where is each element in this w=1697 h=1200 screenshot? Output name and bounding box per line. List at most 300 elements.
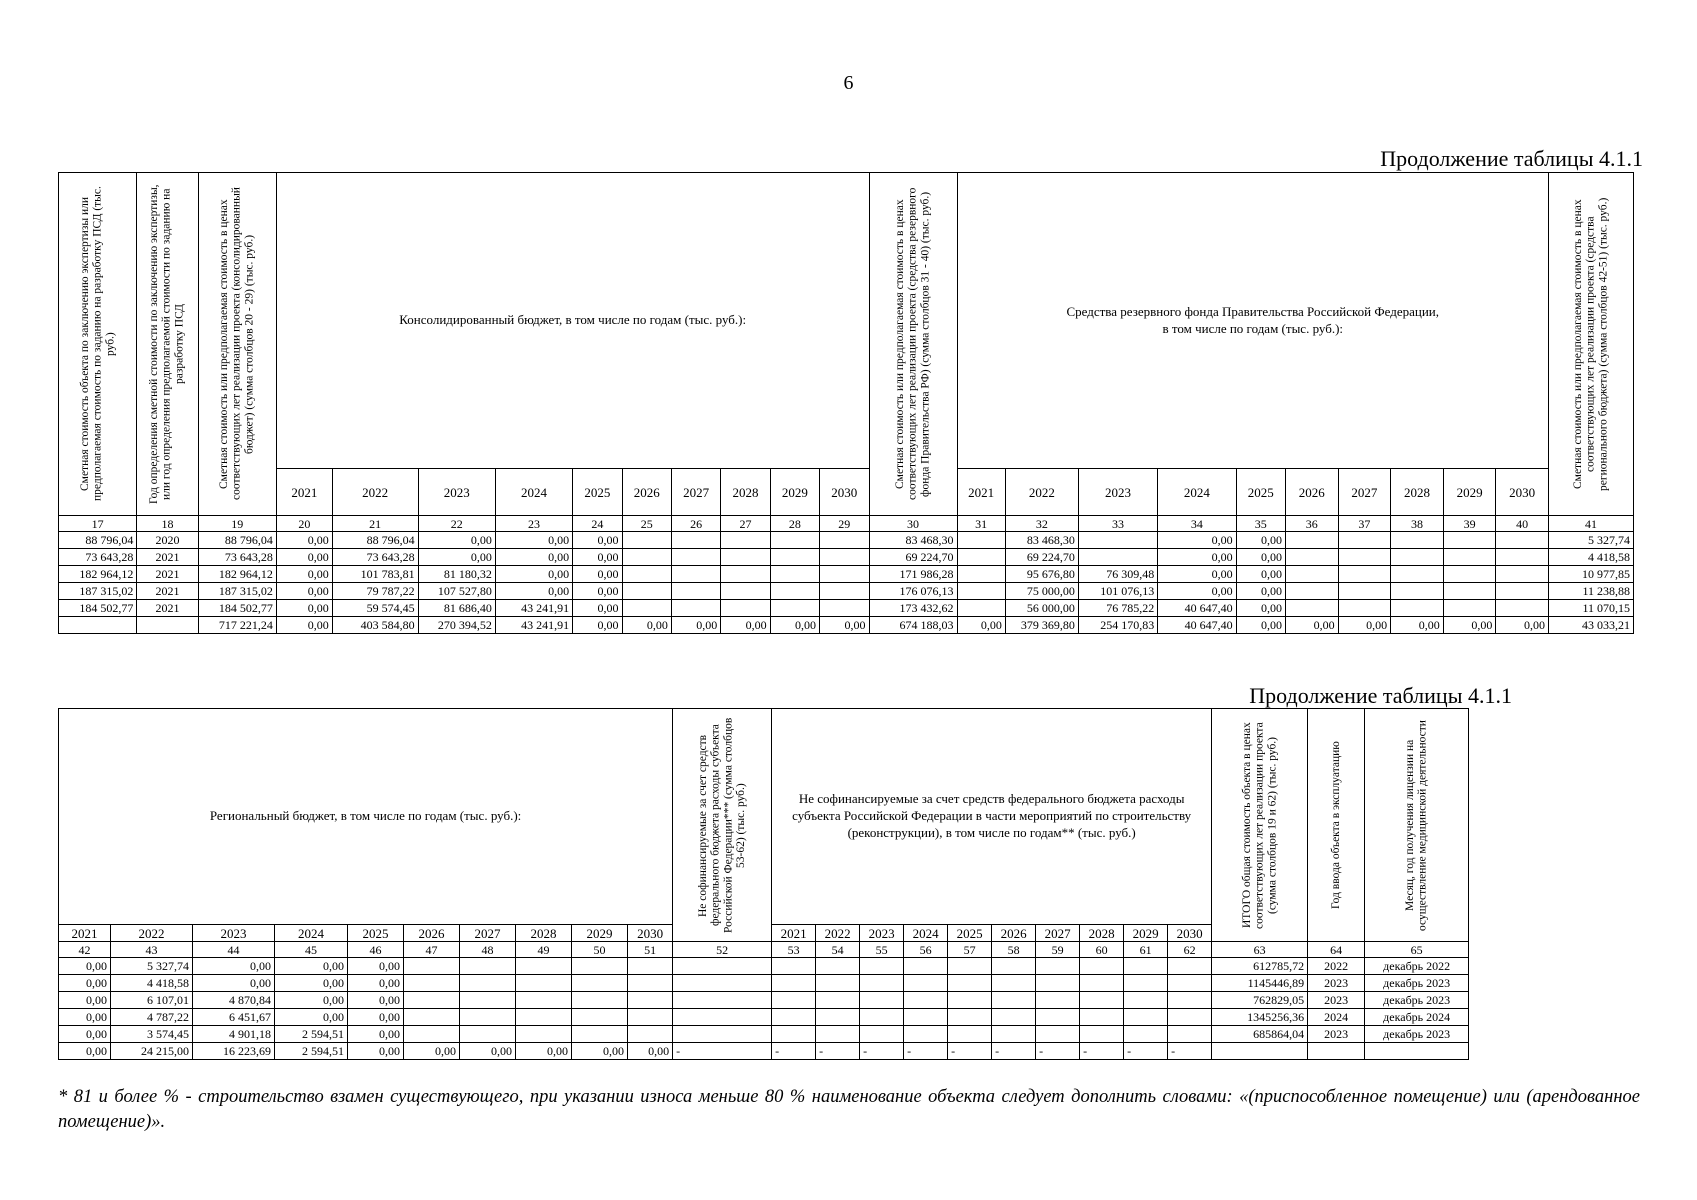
- year-cell: 2027: [1338, 469, 1391, 516]
- table-cell: [816, 1009, 860, 1026]
- year-cell: 2025: [348, 925, 404, 942]
- column-number-cell: 32: [1005, 516, 1078, 532]
- column-number-cell: 18: [137, 516, 198, 532]
- table-cell: [772, 1026, 816, 1043]
- page-number: 6: [843, 72, 854, 94]
- table-cell: декабрь 2023: [1365, 975, 1469, 992]
- header-col-52: Не софинансируемые за счет средств федерального бюджета расходы субъекта Российской Федерации*** (сумма столбцов 53-62) (тыс. руб.): [673, 709, 772, 942]
- column-number-cell: 51: [628, 942, 673, 958]
- column-number-cell: 63: [1212, 942, 1308, 958]
- table-cell: [1168, 992, 1212, 1009]
- column-number-cell: 19: [198, 516, 276, 532]
- table-cell: 0,00: [770, 617, 819, 634]
- table-cell: 0,00: [573, 617, 622, 634]
- table-cell: [572, 992, 628, 1009]
- table-cell: [992, 958, 1036, 975]
- table-cell: [957, 583, 1005, 600]
- table-cell: [904, 1026, 948, 1043]
- year-cell: 2028: [516, 925, 572, 942]
- year-cell: 2024: [904, 925, 948, 942]
- table-cell: -: [904, 1043, 948, 1060]
- table-cell: 4 418,58: [1548, 549, 1633, 566]
- table-cell: [1078, 532, 1157, 549]
- year-cell: 2029: [1443, 469, 1496, 516]
- table-row: [59, 532, 1634, 549]
- table-cell: 2020: [137, 532, 198, 549]
- year-cell: 2025: [1236, 469, 1285, 516]
- table-cell: [816, 1026, 860, 1043]
- table-cell: [460, 1026, 516, 1043]
- table-cell: 0,00: [516, 1043, 572, 1060]
- year-cell: 2026: [622, 469, 671, 516]
- table-cell: 0,00: [1236, 549, 1285, 566]
- table-cell: [1124, 1026, 1168, 1043]
- table-cell: 0,00: [573, 583, 622, 600]
- year-cell: 2021: [276, 469, 332, 516]
- table-cell: [820, 600, 869, 617]
- table-cell: 1345256,36: [1212, 1009, 1308, 1026]
- year-cell: 2030: [820, 469, 869, 516]
- table-cell: [1338, 583, 1391, 600]
- table-cell: [673, 1026, 772, 1043]
- table-cell: 4 787,22: [111, 1009, 193, 1026]
- year-cell: 2024: [275, 925, 348, 942]
- table-cell: 0,00: [1236, 600, 1285, 617]
- table-cell: [721, 583, 770, 600]
- table-cell: [1391, 566, 1444, 583]
- table-cell: 0,00: [275, 958, 348, 975]
- column-number-cell: 30: [869, 516, 957, 532]
- table-cell: 88 796,04: [198, 532, 276, 549]
- table-cell: [820, 549, 869, 566]
- table-cell: [948, 1009, 992, 1026]
- table-cell: 0,00: [348, 992, 404, 1009]
- table-cell: 73 643,28: [59, 549, 137, 566]
- table-cell: [1124, 975, 1168, 992]
- header-regional-budget: Региональный бюджет, в том числе по годам (тыс. руб.):: [59, 709, 673, 925]
- footnote: * 81 и более % - строительство взамен существующего, при указании износа меньше 80 % наименование объекта следует дополнить словами: «(приспособленное помещение) или (арендованное помещение)».: [58, 1087, 1640, 1132]
- table-cell: 6 107,01: [111, 992, 193, 1009]
- year-cell: 2029: [572, 925, 628, 942]
- column-number-cell: 42: [59, 942, 111, 958]
- table-cell: [59, 617, 137, 634]
- table-cell: [671, 532, 720, 549]
- table-row: [59, 600, 1634, 617]
- year-cell: 2029: [770, 469, 819, 516]
- table-cell: 11 070,15: [1548, 600, 1633, 617]
- table-cell: 59 574,45: [332, 600, 418, 617]
- table-cell: [772, 958, 816, 975]
- table-row: [59, 1026, 1469, 1043]
- table-cell: 0,00: [572, 1043, 628, 1060]
- table-cell: 2 594,51: [275, 1026, 348, 1043]
- table-cell: [957, 549, 1005, 566]
- table-cell: [820, 532, 869, 549]
- table-cell: [404, 975, 460, 992]
- table-cell: [1080, 1009, 1124, 1026]
- column-number-cell: 25: [622, 516, 671, 532]
- column-number-cell: 21: [332, 516, 418, 532]
- table-cell: 0,00: [1338, 617, 1391, 634]
- header-col-64: Год ввода объекта в эксплуатацию: [1308, 709, 1365, 942]
- table-cell: 79 787,22: [332, 583, 418, 600]
- table-cell: [516, 1026, 572, 1043]
- table-cell: 4 870,84: [193, 992, 275, 1009]
- year-cell: 2021: [59, 925, 111, 942]
- table-cell: декабрь 2022: [1365, 958, 1469, 975]
- table-cell: [460, 992, 516, 1009]
- table-cell: 75 000,00: [1005, 583, 1078, 600]
- table-cell: 403 584,80: [332, 617, 418, 634]
- header-col-65: Месяц, год получения лицензии на осуществление медицинской деятельности: [1365, 709, 1469, 942]
- year-cell: 2023: [860, 925, 904, 942]
- table-cell: [671, 583, 720, 600]
- table-cell: 81 180,32: [418, 566, 495, 583]
- table-cell: [904, 992, 948, 1009]
- table-cell: 0,00: [1236, 617, 1285, 634]
- table-cell: [1338, 532, 1391, 549]
- year-cell: 2027: [671, 469, 720, 516]
- table-cell: [904, 958, 948, 975]
- table-cell: [572, 1009, 628, 1026]
- table-cell: 0,00: [957, 617, 1005, 634]
- table-cell: 2021: [137, 600, 198, 617]
- column-number-cell: 47: [404, 942, 460, 958]
- table-cell: 0,00: [1496, 617, 1549, 634]
- table-cell: 16 223,69: [193, 1043, 275, 1060]
- table-cell: 40 647,40: [1158, 600, 1236, 617]
- year-cell: 2026: [992, 925, 1036, 942]
- table-cell: [137, 617, 198, 634]
- header-col-41: Сметная стоимость или предполагаемая стоимость в ценах соответствующих лет реализации проекта (средства регионального бюджета) (сумма столбцов 42-51) (тыс. руб.): [1548, 173, 1633, 516]
- table-cell: [860, 1009, 904, 1026]
- table-cell: 173 432,62: [869, 600, 957, 617]
- column-number-cell: 58: [992, 942, 1036, 958]
- years-row: [59, 469, 1634, 516]
- table-cell: -: [948, 1043, 992, 1060]
- table-cell: 762829,05: [1212, 992, 1308, 1009]
- table-cell: 11 238,88: [1548, 583, 1633, 600]
- table-cell: -: [816, 1043, 860, 1060]
- table-cell: [404, 992, 460, 1009]
- table-cell: -: [992, 1043, 1036, 1060]
- column-number-cell: 56: [904, 942, 948, 958]
- table-cell: -: [772, 1043, 816, 1060]
- column-number-cell: 64: [1308, 942, 1365, 958]
- column-number-cell: 52: [673, 942, 772, 958]
- table-cell: 0,00: [460, 1043, 516, 1060]
- table-cell: [1078, 549, 1157, 566]
- table-cell: 0,00: [1158, 532, 1236, 549]
- table-cell: 0,00: [275, 975, 348, 992]
- table-cell: 43 033,21: [1548, 617, 1633, 634]
- table-cell: [572, 958, 628, 975]
- table-cell: 4 418,58: [111, 975, 193, 992]
- table-cell: 83 468,30: [869, 532, 957, 549]
- table-row: [59, 1009, 1469, 1026]
- table-cell: [1036, 958, 1080, 975]
- table-cell: 0,00: [275, 1009, 348, 1026]
- table-cell: 0,00: [276, 583, 332, 600]
- table-cell: 81 686,40: [418, 600, 495, 617]
- column-number-cell: 62: [1168, 942, 1212, 958]
- table-cell: 56 000,00: [1005, 600, 1078, 617]
- table-cell: [1168, 1009, 1212, 1026]
- table-cell: [1443, 566, 1496, 583]
- table-cell: 0,00: [193, 958, 275, 975]
- table-cell: 0,00: [59, 958, 111, 975]
- year-cell: 2024: [495, 469, 572, 516]
- header-col-63: ИТОГО общая стоимость объекта в ценах соответствующих лет реализации проекта (сумма столбцов 19 и 62) (тыс. руб.): [1212, 709, 1308, 942]
- table-cell: 107 527,80: [418, 583, 495, 600]
- table-cell: [721, 532, 770, 549]
- table-cell: декабрь 2023: [1365, 1026, 1469, 1043]
- table-cell: 2024: [1308, 1009, 1365, 1026]
- table-cell: [1080, 992, 1124, 1009]
- table-cell: [721, 566, 770, 583]
- table-cell: 0,00: [1236, 583, 1285, 600]
- table-cell: 0,00: [59, 975, 111, 992]
- column-number-cell: 24: [573, 516, 622, 532]
- table-cell: [628, 992, 673, 1009]
- table-cell: [860, 958, 904, 975]
- header-col-30: Сметная стоимость или предполагаемая стоимость в ценах соответствующих лет реализации проекта (средства резервного фонда Правительства РФ) (сумма столбцов 31 - 40) (тыс. руб.): [869, 173, 957, 516]
- column-number-cell: 38: [1391, 516, 1444, 532]
- column-number-cell: 46: [348, 942, 404, 958]
- table-cell: [957, 566, 1005, 583]
- table-cell: 0,00: [573, 532, 622, 549]
- table-cell: [404, 1009, 460, 1026]
- table-cell: [1338, 549, 1391, 566]
- table-cell: 187 315,02: [59, 583, 137, 600]
- table-cell: 184 502,77: [198, 600, 276, 617]
- table-cell: [860, 992, 904, 1009]
- table-cell: [1285, 532, 1338, 549]
- table-cell: [770, 549, 819, 566]
- table-cell: 0,00: [1236, 532, 1285, 549]
- header-consolidated-budget: Консолидированный бюджет, в том числе по годам (тыс. руб.):: [276, 173, 869, 469]
- table-cell: [622, 583, 671, 600]
- table-cell: 10 977,85: [1548, 566, 1633, 583]
- table-cell: [721, 549, 770, 566]
- table-part-1: [58, 172, 1634, 634]
- table-cell: 0,00: [193, 975, 275, 992]
- table-cell: [671, 600, 720, 617]
- table-cell: [772, 992, 816, 1009]
- table-cell: 73 643,28: [332, 549, 418, 566]
- year-cell: 2027: [1036, 925, 1080, 942]
- column-number-cell: 61: [1124, 942, 1168, 958]
- year-cell: 2030: [1496, 469, 1549, 516]
- table-cell: [1443, 583, 1496, 600]
- table-cell: [516, 992, 572, 1009]
- table-cell: [1365, 1043, 1469, 1060]
- table-cell: [816, 958, 860, 975]
- year-cell: 2029: [1124, 925, 1168, 942]
- year-cell: 2022: [816, 925, 860, 942]
- table-cell: [1496, 600, 1549, 617]
- table-cell: [1496, 549, 1549, 566]
- header-non-cofinanced: Не софинансируемые за счет средств федерального бюджета расходы субъекта Российской Федерации в части мероприятий по строительству (реконструкции), в том числе по годам** (тыс. руб.): [772, 709, 1212, 925]
- table-cell: [673, 992, 772, 1009]
- table-cell: 0,00: [59, 1043, 111, 1060]
- table-cell: 0,00: [276, 532, 332, 549]
- table-cell: [1168, 958, 1212, 975]
- table-cell: [1168, 1026, 1212, 1043]
- table-cell: 0,00: [348, 975, 404, 992]
- column-number-cell: 29: [820, 516, 869, 532]
- table-cell: [1080, 958, 1124, 975]
- table-cell: [622, 600, 671, 617]
- table-cell: [404, 958, 460, 975]
- table-cell: 182 964,12: [198, 566, 276, 583]
- table-cell: [816, 975, 860, 992]
- table-cell: [721, 600, 770, 617]
- table-cell: 182 964,12: [59, 566, 137, 583]
- table-cell: [904, 1009, 948, 1026]
- column-number-cell: 17: [59, 516, 137, 532]
- table-cell: 0,00: [276, 617, 332, 634]
- header-col-18: Год определения сметной стоимости по заключению экспертизы, или год определения предполагаемой стоимости по заданию на разработку ПСД: [137, 173, 198, 516]
- table-cell: 43 241,91: [495, 617, 572, 634]
- year-cell: 2022: [1005, 469, 1078, 516]
- year-cell: 2025: [948, 925, 992, 942]
- header-reserve-fund: Средства резервного фонда Правительства Российской Федерации, в том числе по годам (тыс. руб.):: [957, 173, 1548, 469]
- table-cell: [948, 1026, 992, 1043]
- year-cell: 2026: [404, 925, 460, 942]
- table-cell: [860, 975, 904, 992]
- table-cell: 76 309,48: [1078, 566, 1157, 583]
- table-cell: 0,00: [275, 992, 348, 1009]
- table-cell: 0,00: [495, 566, 572, 583]
- column-number-cell: 39: [1443, 516, 1496, 532]
- table-cell: -: [1124, 1043, 1168, 1060]
- table-cell: 83 468,30: [1005, 532, 1078, 549]
- table-cell: [992, 992, 1036, 1009]
- column-number-cell: 23: [495, 516, 572, 532]
- table-row: [59, 975, 1469, 992]
- table-cell: 187 315,02: [198, 583, 276, 600]
- table-row: [59, 617, 1634, 634]
- table-cell: 24 215,00: [111, 1043, 193, 1060]
- table-cell: [673, 958, 772, 975]
- table-cell: [1391, 600, 1444, 617]
- table-cell: [1308, 1043, 1365, 1060]
- column-number-cell: 34: [1158, 516, 1236, 532]
- table-cell: [671, 549, 720, 566]
- table-cell: [948, 975, 992, 992]
- table-cell: [673, 975, 772, 992]
- table-cell: 0,00: [418, 532, 495, 549]
- table-cell: 0,00: [628, 1043, 673, 1060]
- table-cell: [992, 1009, 1036, 1026]
- column-number-cell: 57: [948, 942, 992, 958]
- table-cell: 2021: [137, 566, 198, 583]
- column-number-cell: 60: [1080, 942, 1124, 958]
- table-cell: декабрь 2023: [1365, 992, 1469, 1009]
- table-cell: [1391, 583, 1444, 600]
- table-row: [59, 549, 1634, 566]
- table-cell: [460, 975, 516, 992]
- table-cell: [948, 992, 992, 1009]
- table-cell: декабрь 2024: [1365, 1009, 1469, 1026]
- table-cell: [628, 958, 673, 975]
- year-cell: 2026: [1285, 469, 1338, 516]
- table-cell: [1496, 583, 1549, 600]
- year-cell: 2030: [1168, 925, 1212, 942]
- table-row: [59, 583, 1634, 600]
- year-cell: 2027: [460, 925, 516, 942]
- table-cell: 101 076,13: [1078, 583, 1157, 600]
- table-cell: 5 327,74: [1548, 532, 1633, 549]
- table-cell: [770, 566, 819, 583]
- table-cell: 0,00: [59, 1026, 111, 1043]
- table-cell: [1036, 1026, 1080, 1043]
- table-cell: 88 796,04: [59, 532, 137, 549]
- year-cell: 2030: [628, 925, 673, 942]
- table-cell: [1168, 975, 1212, 992]
- column-number-cell: 50: [572, 942, 628, 958]
- table-cell: 0,00: [721, 617, 770, 634]
- year-cell: 2024: [1158, 469, 1236, 516]
- table-cell: 0,00: [495, 532, 572, 549]
- table-cell: 0,00: [348, 1009, 404, 1026]
- table-cell: [1285, 600, 1338, 617]
- table-cell: [628, 1009, 673, 1026]
- table-cell: [622, 549, 671, 566]
- table-cell: 612785,72: [1212, 958, 1308, 975]
- column-number-cell: 54: [816, 942, 860, 958]
- table-cell: 176 076,13: [869, 583, 957, 600]
- table-cell: 0,00: [276, 600, 332, 617]
- table-cell: [1285, 566, 1338, 583]
- table-cell: [992, 1026, 1036, 1043]
- table-cell: 0,00: [573, 600, 622, 617]
- column-number-cell: 45: [275, 942, 348, 958]
- table-cell: [1496, 566, 1549, 583]
- table-cell: 3 574,45: [111, 1026, 193, 1043]
- column-number-cell: 48: [460, 942, 516, 958]
- column-number-cell: 40: [1496, 516, 1549, 532]
- table-cell: [404, 1026, 460, 1043]
- table-row: [59, 566, 1634, 583]
- table-cell: [992, 975, 1036, 992]
- table-cell: [1443, 549, 1496, 566]
- table-cell: 0,00: [1158, 583, 1236, 600]
- table-cell: 717 221,24: [198, 617, 276, 634]
- table-cell: [770, 583, 819, 600]
- table-cell: 95 676,80: [1005, 566, 1078, 583]
- table-cell: [1124, 958, 1168, 975]
- table-cell: 379 369,80: [1005, 617, 1078, 634]
- table-cell: [1124, 1009, 1168, 1026]
- table-cell: [816, 992, 860, 1009]
- table-cell: [860, 1026, 904, 1043]
- year-cell: 2021: [772, 925, 816, 942]
- table-cell: [572, 1026, 628, 1043]
- column-numbers-row: [59, 942, 1469, 958]
- table-cell: 2023: [1308, 992, 1365, 1009]
- table-cell: [820, 583, 869, 600]
- table-cell: 2023: [1308, 975, 1365, 992]
- table-cell: [673, 1009, 772, 1026]
- column-number-cell: 44: [193, 942, 275, 958]
- continuation-label-bottom: Продолжение таблицы 4.1.1: [1249, 683, 1512, 708]
- table-cell: 0,00: [671, 617, 720, 634]
- column-number-cell: 28: [770, 516, 819, 532]
- table-cell: [1036, 992, 1080, 1009]
- table-cell: 40 647,40: [1158, 617, 1236, 634]
